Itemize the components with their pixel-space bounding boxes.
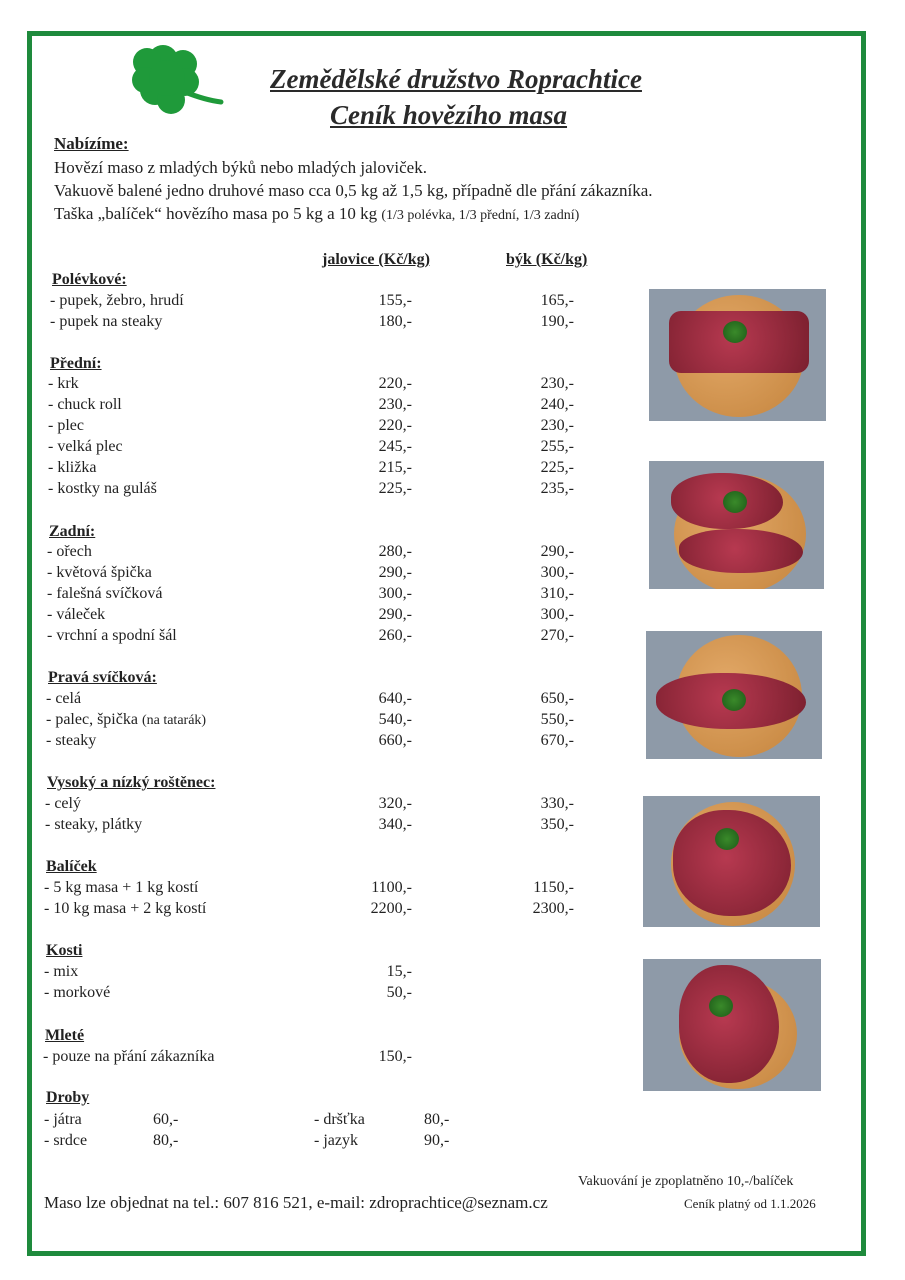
item-label-text: - váleček	[47, 606, 106, 623]
item-label-text: - ořech	[47, 543, 92, 560]
heifer-price: 280,-	[378, 543, 412, 560]
offal-heading: Droby	[46, 1089, 90, 1106]
beef-photo	[649, 461, 824, 589]
category-heading: Přední:	[50, 355, 102, 372]
item-label	[47, 606, 105, 624]
item-label	[44, 879, 198, 897]
offal-label: - jazyk	[314, 1132, 358, 1149]
four-leaf-clover-icon	[125, 40, 225, 120]
category-heading: Mleté	[45, 1027, 85, 1044]
valid-from-note: Ceník platný od 1.1.2026	[684, 1196, 816, 1211]
bull-price: 670,-	[540, 732, 574, 749]
bull-price: 230,-	[540, 417, 574, 434]
bull-price: 350,-	[540, 816, 574, 833]
heifer-price: 180,-	[378, 313, 412, 330]
item-label-text: - plec	[48, 417, 84, 434]
heifer-price: 225,-	[378, 480, 412, 497]
offal-price: 60,-	[153, 1111, 179, 1128]
bull-price: 300,-	[540, 606, 574, 623]
item-label-text: - kližka	[48, 459, 97, 476]
item-label	[50, 292, 184, 310]
heifer-price: 2200,-	[370, 900, 412, 917]
bull-price: 300,-	[540, 564, 574, 581]
heifer-price: 50,-	[386, 984, 412, 1001]
bull-price: 165,-	[540, 292, 574, 309]
offer-heading: Nabízíme:	[54, 134, 129, 153]
item-label	[48, 480, 157, 498]
item-label	[48, 459, 96, 477]
offal-label: - játra	[44, 1111, 82, 1128]
beef-photo	[643, 959, 821, 1091]
item-label-text: - velká plec	[48, 438, 123, 455]
item-label	[46, 711, 206, 729]
item-label-text: - chuck roll	[48, 396, 122, 413]
heifer-price: 245,-	[378, 438, 412, 455]
bull-price: 550,-	[540, 711, 574, 728]
item-label	[48, 396, 122, 414]
heifer-price: 220,-	[378, 375, 412, 392]
bull-price: 190,-	[540, 313, 574, 330]
item-label	[43, 1048, 214, 1066]
category-heading: Balíček	[46, 858, 97, 875]
heifer-price: 260,-	[378, 627, 412, 644]
heifer-price: 215,-	[378, 459, 412, 476]
item-label-text: - 10 kg masa + 2 kg kostí	[44, 900, 207, 917]
item-label-text: - pupek na steaky	[50, 313, 163, 330]
item-label-text: - pupek, žebro, hrudí	[50, 292, 184, 309]
item-label-text: - vrchní a spodní šál	[47, 627, 177, 644]
item-label	[48, 417, 84, 435]
category-heading: Kosti	[46, 942, 83, 959]
offal-price: 90,-	[424, 1132, 450, 1149]
heifer-price: 290,-	[378, 564, 412, 581]
intro-line-3-note: (1/3 polévka, 1/3 přední, 1/3 zadní)	[381, 208, 580, 223]
bull-price: 330,-	[540, 795, 574, 812]
heifer-price: 220,-	[378, 417, 412, 434]
bull-price: 225,-	[540, 459, 574, 476]
heifer-price: 640,-	[378, 690, 412, 707]
item-label-text: - mix	[44, 963, 79, 980]
item-label-text: - květová špička	[47, 564, 152, 581]
bull-price: 310,-	[540, 585, 574, 602]
item-label	[44, 900, 206, 918]
heifer-price: 340,-	[378, 816, 412, 833]
bull-price: 650,-	[540, 690, 574, 707]
item-label-text: - celý	[45, 795, 81, 812]
offal-label: - srdce	[44, 1132, 88, 1149]
price-list-title: Ceník hovězího masa	[330, 100, 568, 130]
intro-line-1: Hovězí maso z mladých býků nebo mladých jaloviček.	[54, 158, 427, 177]
bull-price: 290,-	[540, 543, 574, 560]
offal-label: - dršťka	[314, 1111, 365, 1128]
category-heading: Zadní:	[49, 523, 96, 540]
offal-price: 80,-	[153, 1132, 179, 1149]
heifer-price: 320,-	[378, 795, 412, 812]
bull-price: 230,-	[540, 375, 574, 392]
item-label	[47, 543, 92, 561]
bull-price: 240,-	[540, 396, 574, 413]
item-label-note: (na tatarák)	[141, 713, 207, 728]
item-label	[47, 564, 152, 582]
item-label	[47, 585, 163, 603]
item-label-text: - pouze na přání zákazníka	[43, 1048, 215, 1065]
item-label	[44, 984, 110, 1002]
item-label-text: - falešná svíčková	[47, 585, 163, 602]
item-label-text: - krk	[48, 375, 79, 392]
item-label-text: - kostky na guláš	[48, 480, 157, 497]
heifer-price: 660,-	[378, 732, 412, 749]
heifer-price: 1100,-	[371, 879, 412, 896]
column-bull: býk (Kč/kg)	[506, 251, 588, 268]
bull-price: 270,-	[540, 627, 574, 644]
intro-line-2: Vakuově balené jedno druhové maso cca 0,5 kg až 1,5 kg, případně dle přání zákazníka.	[54, 181, 653, 200]
item-label	[48, 438, 123, 456]
bull-price: 1150,-	[533, 879, 574, 896]
item-label	[45, 816, 142, 834]
item-label-text: - 5 kg masa + 1 kg kostí	[44, 879, 199, 896]
heifer-price: 15,-	[386, 963, 412, 980]
item-label-text: - steaky	[46, 732, 97, 749]
bull-price: 235,-	[540, 480, 574, 497]
beef-photo	[649, 289, 826, 421]
item-label-text: - celá	[46, 690, 82, 707]
offal-price: 80,-	[424, 1111, 450, 1128]
item-label	[47, 627, 177, 645]
item-label	[44, 963, 78, 981]
item-label-text: - steaky, plátky	[45, 816, 143, 833]
item-label	[50, 313, 162, 331]
heifer-price: 230,-	[378, 396, 412, 413]
heifer-price: 540,-	[378, 711, 412, 728]
beef-photo	[643, 796, 820, 927]
intro-line-3	[54, 204, 579, 224]
order-contact: Maso lze objednat na tel.: 607 816 521, e-mail: zdroprachtice@seznam.cz	[44, 1193, 548, 1212]
bull-price: 255,-	[540, 438, 574, 455]
item-label-text: - morkové	[44, 984, 111, 1001]
heifer-price: 300,-	[378, 585, 412, 602]
category-heading: Pravá svíčková:	[48, 669, 157, 686]
heifer-price: 290,-	[378, 606, 412, 623]
category-heading: Vysoký a nízký roštěnec:	[47, 774, 216, 791]
column-heifer: jalovice (Kč/kg)	[322, 251, 430, 268]
category-heading: Polévkové:	[52, 271, 127, 288]
heifer-price: 155,-	[378, 292, 412, 309]
item-label-text: - palec, špička	[46, 711, 138, 728]
intro-line-3-main: Taška „balíček“ hovězího masa po 5 kg a 10 kg	[54, 204, 378, 223]
vacuum-note: Vakuování je zpoplatněno 10,-/balíček	[578, 1174, 794, 1189]
item-label	[46, 732, 96, 750]
item-label	[45, 795, 81, 813]
bull-price: 2300,-	[532, 900, 574, 917]
item-label	[46, 690, 81, 708]
item-label	[48, 375, 79, 393]
cooperative-title: Zemědělské družstvo Roprachtice	[270, 64, 642, 94]
heifer-price: 150,-	[378, 1048, 412, 1065]
beef-photo	[646, 631, 822, 759]
